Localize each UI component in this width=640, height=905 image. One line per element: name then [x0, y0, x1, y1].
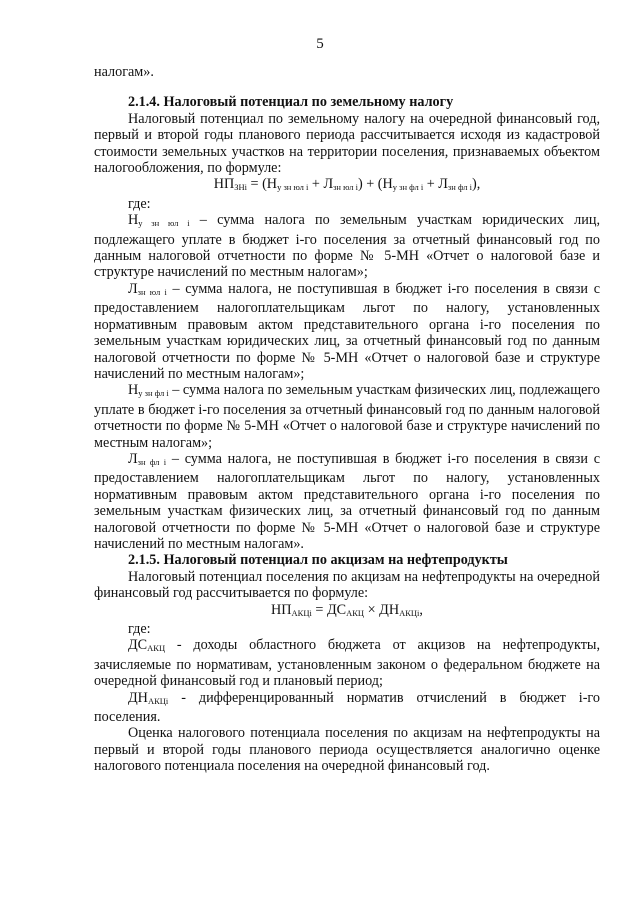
section-heading-2-1-5: 2.1.5. Налоговый потенциал по акцизам на нефтепродукты: [128, 552, 508, 569]
formula-excise: [94, 602, 600, 621]
formula-land-tax: [94, 176, 600, 195]
formula-subscript: АКЦ: [346, 607, 365, 618]
section-heading-2-1-4: 2.1.4. Налоговый потенциал по земельному налогу: [128, 94, 454, 111]
formula-term: + Л: [308, 176, 334, 193]
formula-term: ),: [471, 176, 481, 193]
page-number: 5: [316, 36, 324, 52]
definition-text: – сумма налога, не поступившая в бюджет i-го поселения в связи с предоставлением налогоплательщикам льгот по налогу, установленных нормативным правовым актом представительного органа i-го поселения по земельным участкам юридических лиц, за отчетный финансовый год по данным налоговой отчетности по форме № 5-МН «Отчет о налоговой базе и структуре начислений по местным налогам»;: [94, 280, 601, 382]
formula-term: = (Н: [246, 176, 278, 193]
definition-symbol: Л: [128, 280, 138, 297]
document-body: [94, 64, 600, 775]
definition-subscript: зн юл i: [137, 286, 167, 297]
definition-text: – сумма налога по земельным участкам юридических лиц, подлежащего уплате в бюджет i-го поселения за отчетный финансовый год по данным налоговой отчетности по форме № 5-МН «Отчет о налоговой базе и структуре начислений по местным налогам»;: [94, 212, 600, 281]
lead-text: налогам».: [94, 64, 154, 80]
definition-item: [94, 212, 600, 281]
definition-item: [94, 637, 600, 689]
definition-subscript: у зн фл i: [138, 388, 169, 399]
definition-text: - доходы областного бюджета от акцизов на нефтепродукты, зачисляемые по нормативам, установленным законом о федеральном бюджете на очередной финансовый год и плановый период;: [94, 637, 600, 690]
section-intro-2-1-5: Налоговый потенциал поселения по акцизам на нефтепродукты на очередной финансовый год рассчитывается по формуле:: [94, 568, 600, 602]
definition-subscript: АКЦ: [147, 643, 166, 654]
formula-subscript: зн юл i: [333, 182, 358, 193]
where-label: где:: [128, 195, 151, 212]
definition-item: [94, 451, 600, 552]
formula-term: × ДН: [364, 601, 400, 618]
formula-term: НП: [213, 176, 235, 193]
formula-subscript: АКЦi: [399, 607, 420, 618]
formula-subscript: АКЦi: [291, 607, 312, 618]
formula-term: НП: [271, 601, 292, 618]
section-intro-2-1-4: Налоговый потенциал по земельному налогу на очередной финансовый год, первый и второй годы планового периода рассчитывается исходя из кадастровой стоимости земельных участков на территории поселения, признаваемых объектом налогообложения, по формуле:: [94, 110, 600, 177]
definition-symbol: ДН: [128, 689, 148, 706]
closing-paragraph: Оценка налогового потенциала поселения по акцизам на нефтепродукты на первый и второй годы планового периода осуществляется аналогично оценке налогового потенциала поселения на очередной финансовый год.: [94, 725, 600, 775]
formula-term: ,: [419, 601, 423, 618]
definition-text: - дифференцированный норматив отчислений в бюджет i-го поселения.: [94, 689, 600, 726]
definition-item: [94, 382, 600, 451]
definition-symbol: Н: [128, 382, 139, 399]
definition-text: – сумма налога, не поступившая в бюджет i-го поселения в связи с предоставлением налогоплательщикам льгот по налогу, установленных нормативным правовым актом представительного органа i-го поселения по земельным участкам физических лиц, за отчетный финансовый год по данным налоговой отчетности по форме № 5-МН «Отчет о налоговой базе и структуре начислений по местным налогам».: [94, 450, 600, 552]
formula-term: ) + (Н: [357, 176, 393, 193]
formula-subscript: у зн фл i: [392, 182, 424, 193]
formula-subscript: ЗНi: [234, 182, 247, 193]
formula-subscript: зн фл i: [447, 182, 472, 193]
definition-subscript: АКЦi: [147, 695, 169, 706]
definition-symbol: Н: [128, 212, 139, 229]
where-label: где:: [128, 621, 151, 637]
definition-symbol: Л: [128, 450, 138, 467]
definition-item: [94, 690, 600, 726]
formula-term: + Л: [423, 176, 448, 193]
definition-text: – сумма налога по земельным участкам физических лиц, подлежащего уплате в бюджет i-го поселения за отчетный финансовый год по данным налоговой отчетности по форме № 5-МН «Отчет о налоговой базе и структуре начислений по местным налогам»;: [94, 382, 600, 451]
definition-subscript: зн фл i: [137, 456, 167, 467]
definition-item: [94, 281, 600, 382]
formula-term: = ДС: [311, 601, 347, 618]
formula-subscript: у зн юл i: [277, 182, 309, 193]
definition-subscript: у зн юл i: [138, 218, 190, 229]
definition-symbol: ДС: [128, 637, 148, 654]
